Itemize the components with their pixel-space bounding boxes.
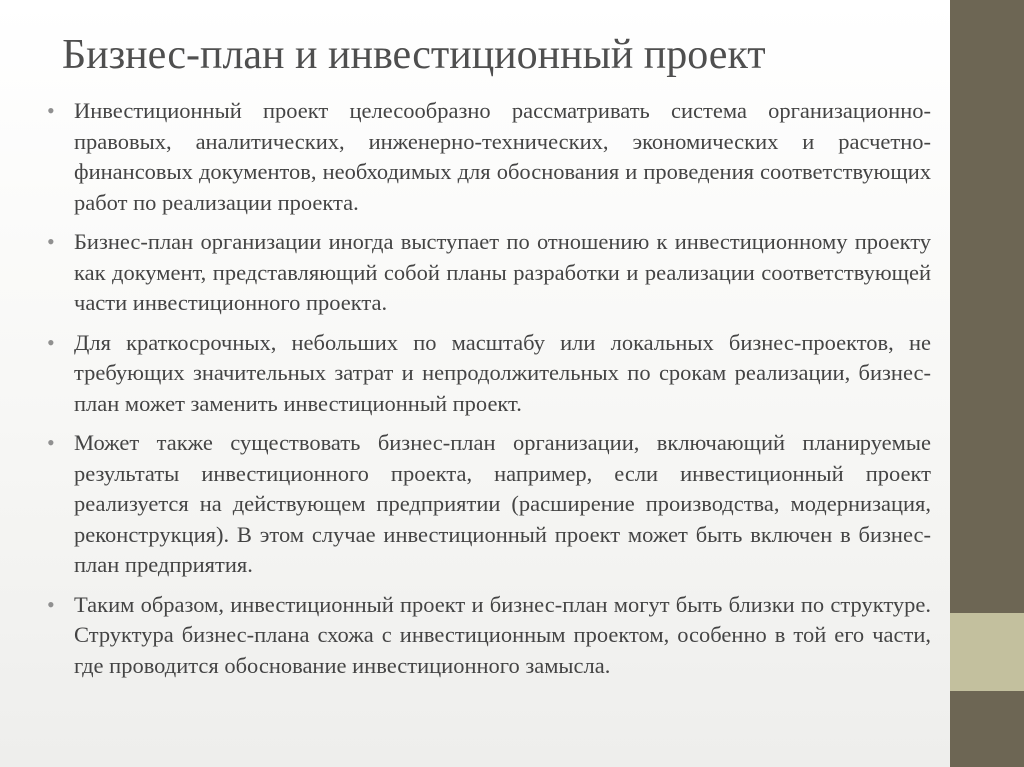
bullet-dot-icon: • [47,591,55,617]
bullet-item [44,328,931,420]
bullet-dot-icon: • [47,98,55,123]
bullet-dot-icon: • [47,229,55,254]
bullet-item [44,96,931,218]
bullet-text: Может также существовать бизнес-план организации, включающий планируемые результаты инвестиционного проекта, например, если инвестиционный проект реализуется на действующем предприятии (расширение производства, модернизация, реконструкция). В этом случае инвестиционный проект может быть включен в бизнес-план предприятия. [74,430,931,577]
bullet-text: Инвестиционный проект целесообразно рассматривать система организационно-правовых, аналитических, инженерно-технических, экономических и расчетно-финансовых документов, необходимых для обоснования и проведения соответствующих работ по реализации проекта. [74,98,931,215]
decorative-sidebar-light-band [950,613,1024,691]
decorative-sidebar-bottom [950,691,1024,767]
slide-title: Бизнес-план и инвестиционный проект [62,32,766,78]
bullet-dot-icon: • [47,430,55,455]
decorative-sidebar-dark [950,0,1024,613]
bullet-text: Для краткосрочных, небольших по масштабу или локальных бизнес-проектов, не требующих значительных затрат и непродолжительных по срокам реализации, бизнес-план может заменить инвестиционный проект. [74,329,931,416]
bullet-text: Таким образом, инвестиционный проект и бизнес-план могут быть близки по структуре. Структура бизнес-плана схожа с инвестиционным проектом, особенно в той его части, где проводится обоснование инвестиционного замысла. [74,591,931,678]
bullet-item [44,227,931,319]
bullet-item [44,428,931,581]
bullet-list [44,96,931,681]
bullet-item [44,590,931,682]
bullet-dot-icon: • [47,329,55,355]
bullet-text: Бизнес-план организации иногда выступает по отношению к инвестиционному проекту как документ, представляющий собой планы разработки и реализации соответствующей части инвестиционного проекта. [74,229,931,315]
